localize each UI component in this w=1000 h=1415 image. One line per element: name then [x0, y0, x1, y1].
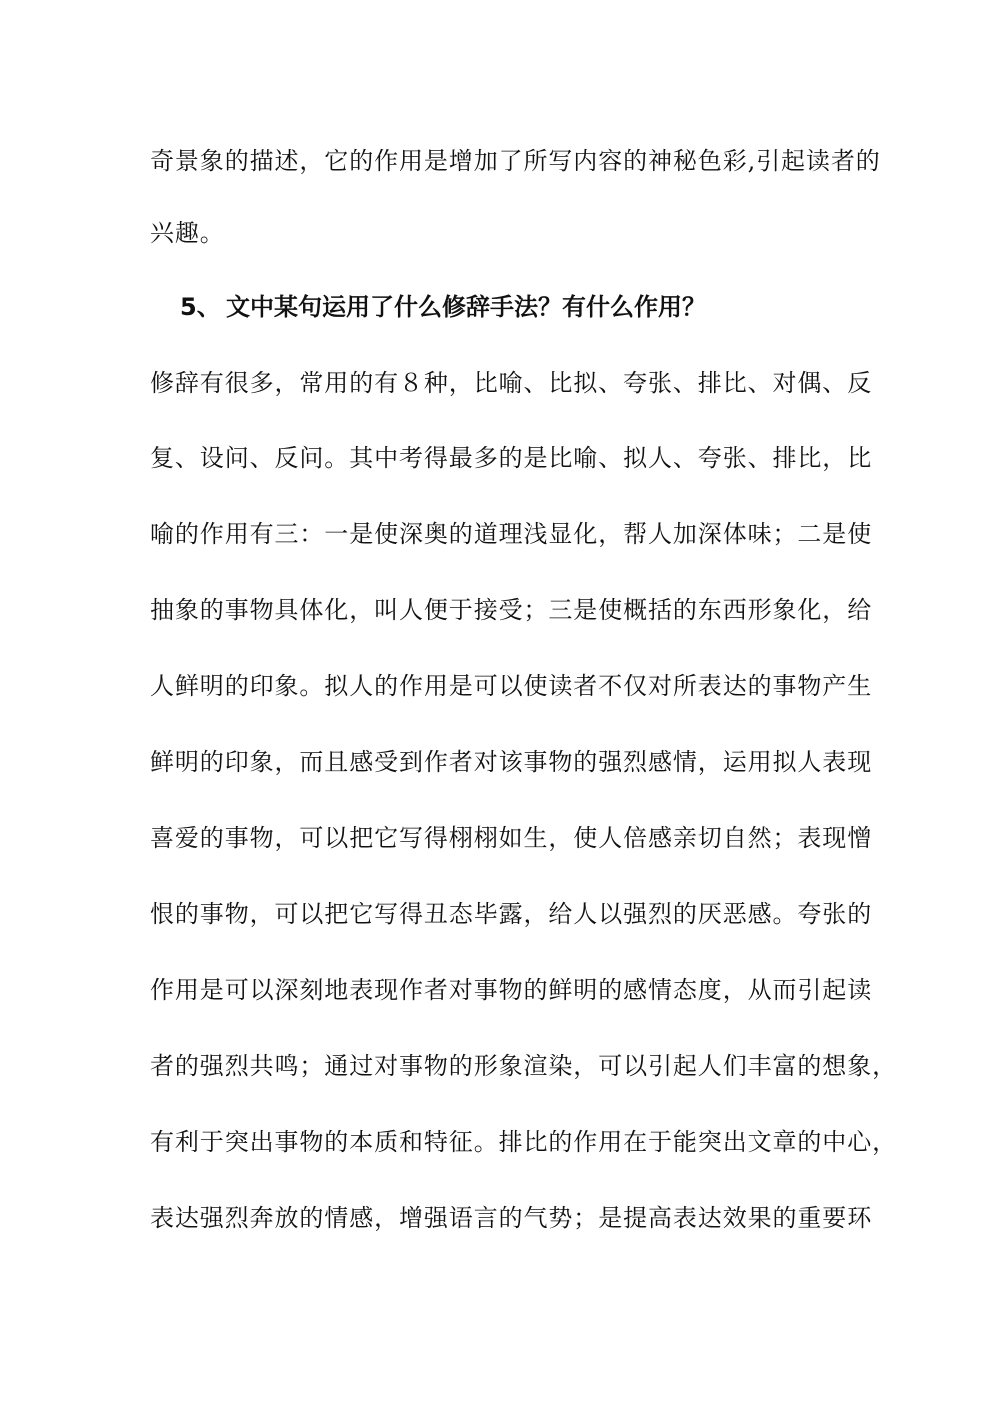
body-line-2: 复、设问、反问。其中考得最多的是比喻、拟人、夸张、排比，比 [150, 444, 873, 472]
section-heading [180, 292, 706, 322]
intro-line-1: 奇景象的描述，它的作用是增加了所写内容的神秘色彩,引起读者的 [150, 147, 881, 175]
body-line-3: 喻的作用有三：一是使深奥的道理浅显化，帮人加深体味；二是使 [150, 520, 873, 548]
section-title: 文中某句运用了什么修辞手法？有什么作用？ [226, 293, 706, 321]
body-line-5: 人鲜明的印象。拟人的作用是可以使读者不仅对所表达的事物产生 [150, 672, 873, 700]
section-number: 5、 [180, 293, 221, 321]
body-line-10: 者的强烈共鸣；通过对事物的形象渲染，可以引起人们丰富的想象， [150, 1052, 897, 1080]
body-line-12: 表达强烈奔放的情感，增强语言的气势；是提高表达效果的重要环 [150, 1204, 873, 1232]
body-line-11: 有利于突出事物的本质和特征。排比的作用在于能突出文章的中心， [150, 1128, 897, 1156]
body-line-4: 抽象的事物具体化，叫人便于接受；三是使概括的东西形象化，给 [150, 596, 873, 624]
body-line-6: 鲜明的印象，而且感受到作者对该事物的强烈感情，运用拟人表现 [150, 748, 873, 776]
body-line-1: 修辞有很多，常用的有８种，比喻、比拟、夸张、排比、对偶、反 [150, 369, 873, 397]
body-line-9: 作用是可以深刻地表现作者对事物的鲜明的感情态度，从而引起读 [150, 976, 873, 1004]
body-line-8: 恨的事物，可以把它写得丑态毕露，给人以强烈的厌恶感。夸张的 [150, 900, 873, 928]
intro-line-2: 兴趣。 [150, 219, 225, 247]
body-line-7: 喜爱的事物，可以把它写得栩栩如生，使人倍感亲切自然；表现憎 [150, 824, 873, 852]
